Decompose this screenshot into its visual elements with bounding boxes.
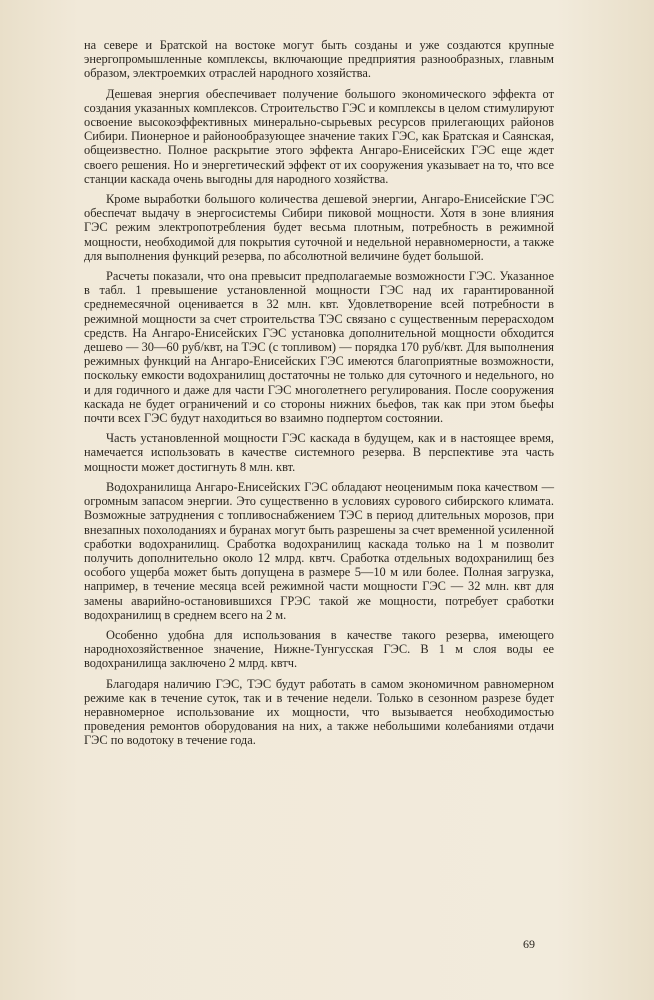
paragraph-8: Благодаря наличию ГЭС, ТЭС будут работать в самом экономичном равномерном режиме как в течение суток, так и в течение недели. Только в сезонном разрезе будет неравномерное использование их мощности, что вызывается необходимостью проведения ремонтов оборудования на них, а также небольшими колебаниями отдачи ГЭС по водотоку в течение года. <box>84 676 554 748</box>
page-number: 69 <box>523 937 535 951</box>
paragraph-3: Кроме выработки большого количества дешевой энергии, Ангаро-Енисейские ГЭС обеспечат выдачу в энергосистемы Сибири пиковой мощности. Хотя в зоне влияния ГЭС режим электропотребления будет весьма плотным, потребность в режимной мощности, необходимой для покрытия суточной и недельной неравномерности, а также для выполнения функций резерва, по абсолютной величине будет большой. <box>84 192 554 263</box>
paragraph-7: Особенно удобна для использования в качестве такого резерва, имеющего народнохозяйственное значение, Нижне-Тунгусская ГЭС. В 1 м слоя воды ее водохранилища заключено 2 млрд. квтч. <box>84 627 554 671</box>
paragraph-1: на севере и Братской на востоке могут быть созданы и уже создаются крупные энергопромышленные комплексы, включающие предприятия разнообразных, главным образом, электроемких отраслей народного хозяйства. <box>84 38 554 81</box>
body-text <box>84 38 554 754</box>
paragraph-6: Водохранилища Ангаро-Енисейских ГЭС обладают неоценимым пока качеством — огромным запасом энергии. Это существенно в условиях сурового сибирского климата. Возможные затруднения с топливоснабжением ТЭС в период длительных морозов, при внезапных похолоданиях и буранах могут быть разрешены за счет временной усиленной сработки водохранилищ. Сработка водохранилищ каскада только на 1 м позволит получить дополнительно около 12 млрд. квтч. Сработка отдельных водохранилищ без особого ущерба может быть допущена в размере 5—10 м или более. Полная загрузка, например, в течение месяца всей режимной части мощности ГЭС — 32 млн. квт для замены аварийно-остановившихся ГРЭС такой же мощности, потребует сработки водохранилищ в среднем всего на 2 м. <box>84 479 554 622</box>
paragraph-2: Дешевая энергия обеспечивает получение большого экономического эффекта от создания указанных комплексов. Строительство ГЭС и комплексы в целом стимулируют освоение высокоэффективных минерально-сырьевых ресурсов прилегающих районов Сибири. Пионерное и районообразующее значение таких ГЭС, как Братская и Саянская, общеизвестно. Полное раскрытие этого эффекта Ангаро-Енисейских ГЭС еще ждет своего решения. Но и энергетический эффект от их сооружения указывает на то, что все станции каскада очень выгодны для народного хозяйства. <box>84 86 554 186</box>
paragraph-4: Расчеты показали, что она превысит предполагаемые возможности ГЭС. Указанное в табл. 1 превышение установленной мощности ГЭС над их гарантированной среднемесячной оценивается в 32 млн. квт. Удовлетворение всей потребности в режимной мощности за счет строительства ТЭС связано с существенным перерасходом средств. На Ангаро-Енисейских ГЭС установка дополнительной мощности обходится дешево — 30—60 руб/квт, на ТЭС (с топливом) — порядка 170 руб/квт. Для выполнения режимных функций на Ангаро-Енисейских ГЭС имеются благоприятные возможности, поскольку емкости водохранилищ достаточны не только для суточного и недельного, но и для годичного и даже для части ГЭС многолетнего регулирования. После сооружения каскада не будет ограничений и со стороны нижних бьефов, так как при этом бьефы почти всех ГЭС будут находиться во взаимно подпертом состоянии. <box>84 269 554 426</box>
paragraph-5: Часть установленной мощности ГЭС каскада в будущем, как и в настоящее время, намечается использовать в качестве системного резерва. В перспективе эта часть мощности может достигнуть 8 млн. квт. <box>84 431 554 474</box>
